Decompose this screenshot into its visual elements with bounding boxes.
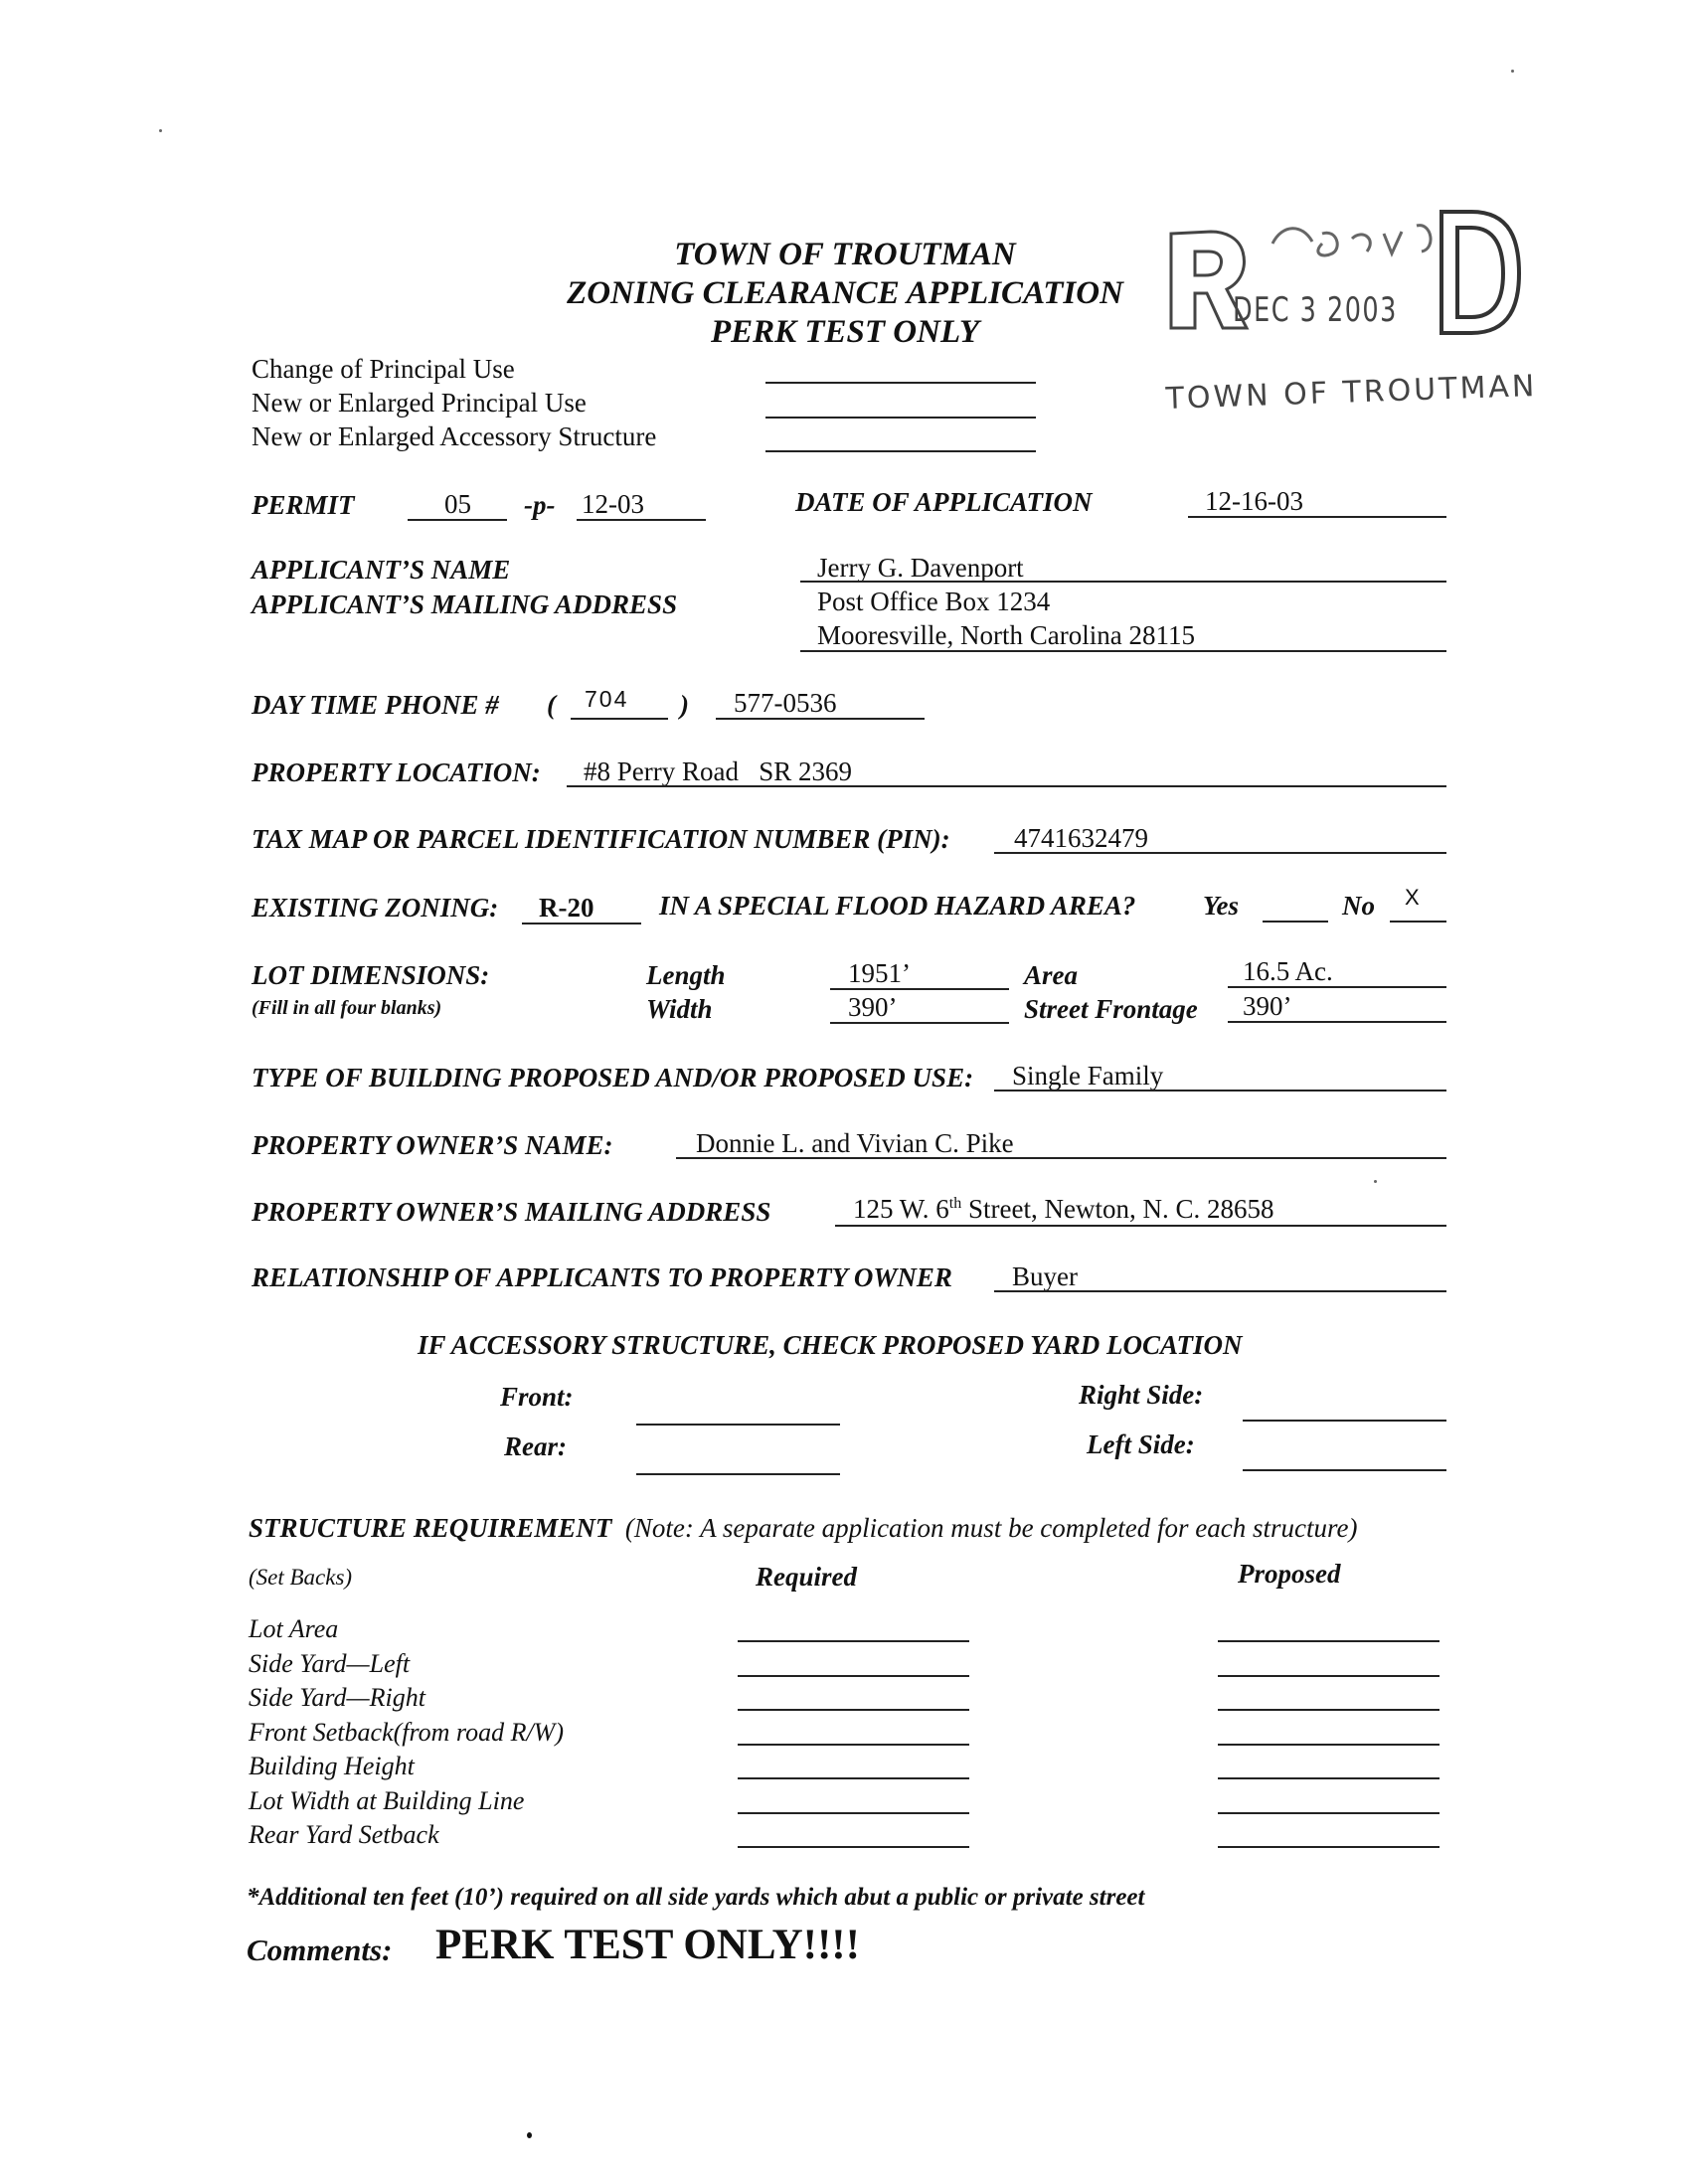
zoning-blank[interactable] <box>522 923 641 924</box>
owner-name-value[interactable]: Donnie L. and Vivian C. Pike <box>696 1128 1014 1158</box>
lot-frontage-label: Street Frontage <box>1024 994 1198 1024</box>
use-type-new-principal-blank[interactable] <box>765 417 1036 419</box>
relationship-label: RELATIONSHIP OF APPLICANTS TO PROPERTY OWNER <box>252 1262 952 1292</box>
stamp-date: DEC 3 2003 <box>1233 290 1398 330</box>
permit-part2-blank[interactable] <box>577 519 706 521</box>
owner-address-value[interactable] <box>853 1194 1273 1225</box>
structure-row-label: Side Yard—Right <box>249 1683 425 1712</box>
lot-dimensions-label: LOT DIMENSIONS: <box>252 960 490 990</box>
flood-yes-label: Yes <box>1203 891 1239 921</box>
lot-frontage-blank[interactable] <box>1228 1021 1446 1023</box>
lot-frontage-value[interactable]: 390’ <box>1243 991 1292 1021</box>
applicant-name-value[interactable]: Jerry G. Davenport <box>817 553 1024 583</box>
applicant-address-label: APPLICANT’S MAILING ADDRESS <box>252 589 678 619</box>
zoning-label: EXISTING ZONING: <box>252 893 499 923</box>
date-of-application-blank[interactable] <box>1188 516 1446 518</box>
lot-dimensions-note: (Fill in all four blanks) <box>252 997 442 1019</box>
phone-area-code-blank[interactable] <box>571 718 668 720</box>
accessory-left-blank[interactable] <box>1243 1469 1446 1471</box>
structure-row-label: Rear Yard Setback <box>249 1820 439 1849</box>
relationship-value[interactable]: Buyer <box>1012 1261 1078 1291</box>
lot-area-value[interactable]: 16.5 Ac. <box>1243 956 1333 986</box>
lot-length-blank[interactable] <box>830 988 1009 990</box>
structure-proposed-blank[interactable] <box>1218 1675 1440 1677</box>
scan-speck <box>1511 70 1514 73</box>
use-type-change-principal: Change of Principal Use <box>252 354 515 384</box>
structure-proposed-blank[interactable] <box>1218 1812 1440 1814</box>
permit-label: PERMIT <box>252 490 355 520</box>
phone-label: DAY TIME PHONE # <box>252 690 499 720</box>
structure-required-blank[interactable] <box>738 1777 969 1779</box>
structure-required-blank[interactable] <box>738 1640 969 1642</box>
phone-area-code[interactable]: 704 <box>585 686 629 712</box>
structure-proposed-blank[interactable] <box>1218 1744 1440 1746</box>
accessory-rear-label: Rear: <box>504 1431 567 1461</box>
accessory-front-label: Front: <box>500 1382 574 1412</box>
lot-area-blank[interactable] <box>1228 986 1446 988</box>
owner-address-sup: th <box>948 1195 962 1212</box>
lot-area-label: Area <box>1024 960 1078 990</box>
flood-no-label: No <box>1342 891 1375 921</box>
permit-part1-blank[interactable] <box>408 519 507 521</box>
footnote: *Additional ten feet (10’) required on all side yards which abut a public or private street <box>247 1884 1145 1911</box>
flood-hazard-label: IN A SPECIAL FLOOD HAZARD AREA? <box>659 891 1136 921</box>
stamp-town: TOWN OF TROUTMAN <box>1165 368 1538 417</box>
flood-no-value[interactable]: X <box>1405 885 1420 910</box>
building-type-label: TYPE OF BUILDING PROPOSED AND/OR PROPOSED USE: <box>252 1063 974 1092</box>
structure-required-blank[interactable] <box>738 1709 969 1711</box>
lot-length-label: Length <box>646 960 726 990</box>
accessory-heading: IF ACCESSORY STRUCTURE, CHECK PROPOSED YARD LOCATION <box>418 1330 1243 1360</box>
pin-value[interactable]: 4741632479 <box>1014 823 1148 853</box>
applicant-name-label: APPLICANT’S NAME <box>252 555 511 585</box>
phone-number[interactable]: 577-0536 <box>734 688 837 718</box>
owner-address-blank[interactable] <box>835 1225 1446 1227</box>
property-location-label: PROPERTY LOCATION: <box>252 757 541 787</box>
comments-value[interactable]: PERK TEST ONLY!!!! <box>435 1922 860 1968</box>
phone-open-paren: ( <box>547 690 556 720</box>
pin-blank[interactable] <box>994 852 1446 854</box>
structure-heading-row <box>249 1513 1357 1544</box>
form-title-town: TOWN OF TROUTMAN <box>674 237 1016 272</box>
structure-row-label: Front Setback(from road R/W) <box>249 1717 564 1747</box>
accessory-rear-blank[interactable] <box>636 1473 840 1475</box>
property-location-blank[interactable] <box>567 785 1446 787</box>
owner-address-label: PROPERTY OWNER’S MAILING ADDRESS <box>252 1197 771 1227</box>
structure-required-blank[interactable] <box>738 1846 969 1848</box>
flood-yes-blank[interactable] <box>1263 921 1328 923</box>
use-type-accessory: New or Enlarged Accessory Structure <box>252 421 657 451</box>
structure-required-blank[interactable] <box>738 1812 969 1814</box>
accessory-right-label: Right Side: <box>1079 1380 1204 1410</box>
comments-label: Comments: <box>247 1932 393 1967</box>
relationship-blank[interactable] <box>994 1290 1446 1292</box>
owner-address-post: Street, Newton, N. C. 28658 <box>961 1194 1274 1224</box>
form-title-application: ZONING CLEARANCE APPLICATION <box>567 275 1123 311</box>
structure-required-blank[interactable] <box>738 1744 969 1746</box>
form-title-perk: PERK TEST ONLY <box>710 314 980 350</box>
owner-address-pre: 125 W. 6 <box>853 1194 949 1224</box>
structure-row-label: Building Height <box>249 1752 415 1780</box>
permit-separator: -p- <box>524 490 556 520</box>
flood-no-blank[interactable] <box>1390 921 1446 923</box>
building-type-value[interactable]: Single Family <box>1012 1061 1164 1091</box>
pin-label: TAX MAP OR PARCEL IDENTIFICATION NUMBER (PIN): <box>252 824 950 854</box>
phone-number-blank[interactable] <box>716 718 925 720</box>
structure-row-label: Lot Area <box>249 1614 339 1643</box>
lot-width-label: Width <box>646 994 713 1024</box>
structure-proposed-blank[interactable] <box>1218 1777 1440 1779</box>
permit-part1: 05 <box>444 489 471 519</box>
structure-proposed-blank[interactable] <box>1218 1640 1440 1642</box>
lot-length-value[interactable]: 1951’ <box>848 958 911 988</box>
building-type-blank[interactable] <box>994 1090 1446 1092</box>
proposed-column-header: Proposed <box>1238 1559 1341 1589</box>
structure-proposed-blank[interactable] <box>1218 1846 1440 1848</box>
required-column-header: Required <box>756 1562 858 1592</box>
applicant-address-blank[interactable] <box>800 650 1446 652</box>
accessory-right-blank[interactable] <box>1243 1420 1446 1422</box>
phone-close-paren: ) <box>680 690 689 720</box>
accessory-left-label: Left Side: <box>1087 1429 1195 1459</box>
structure-note: (Note: A separate application must be completed for each structure) <box>624 1513 1358 1543</box>
applicant-name-blank[interactable] <box>800 581 1446 583</box>
owner-name-blank[interactable] <box>676 1157 1446 1159</box>
zoning-value[interactable]: R-20 <box>539 893 594 923</box>
setbacks-label: (Set Backs) <box>249 1565 353 1590</box>
lot-width-value[interactable]: 390’ <box>848 992 898 1022</box>
date-of-application-label: DATE OF APPLICATION <box>795 487 1093 517</box>
permit-part2: 12-03 <box>582 489 644 519</box>
scan-speck <box>1374 1180 1377 1183</box>
structure-row-label: Side Yard—Left <box>249 1648 411 1678</box>
date-of-application-value[interactable]: 12-16-03 <box>1205 486 1303 516</box>
scan-speck <box>159 129 162 132</box>
applicant-address-line1[interactable]: Post Office Box 1234 <box>817 587 1051 616</box>
use-type-accessory-blank[interactable] <box>765 450 1036 452</box>
use-type-change-principal-blank[interactable] <box>765 382 1036 384</box>
structure-heading: STRUCTURE REQUIREMENT <box>249 1513 612 1543</box>
use-type-new-principal: New or Enlarged Principal Use <box>252 388 587 418</box>
scan-speck <box>527 2132 532 2138</box>
structure-required-blank[interactable] <box>738 1675 969 1677</box>
owner-name-label: PROPERTY OWNER’S NAME: <box>252 1130 613 1160</box>
structure-row-label: Lot Width at Building Line <box>249 1785 525 1815</box>
structure-proposed-blank[interactable] <box>1218 1709 1440 1711</box>
applicant-address-line2[interactable]: Mooresville, North Carolina 28115 <box>817 620 1195 650</box>
property-location-value[interactable]: #8 Perry Road SR 2369 <box>584 756 852 786</box>
lot-width-blank[interactable] <box>830 1022 1009 1024</box>
accessory-front-blank[interactable] <box>636 1424 840 1426</box>
